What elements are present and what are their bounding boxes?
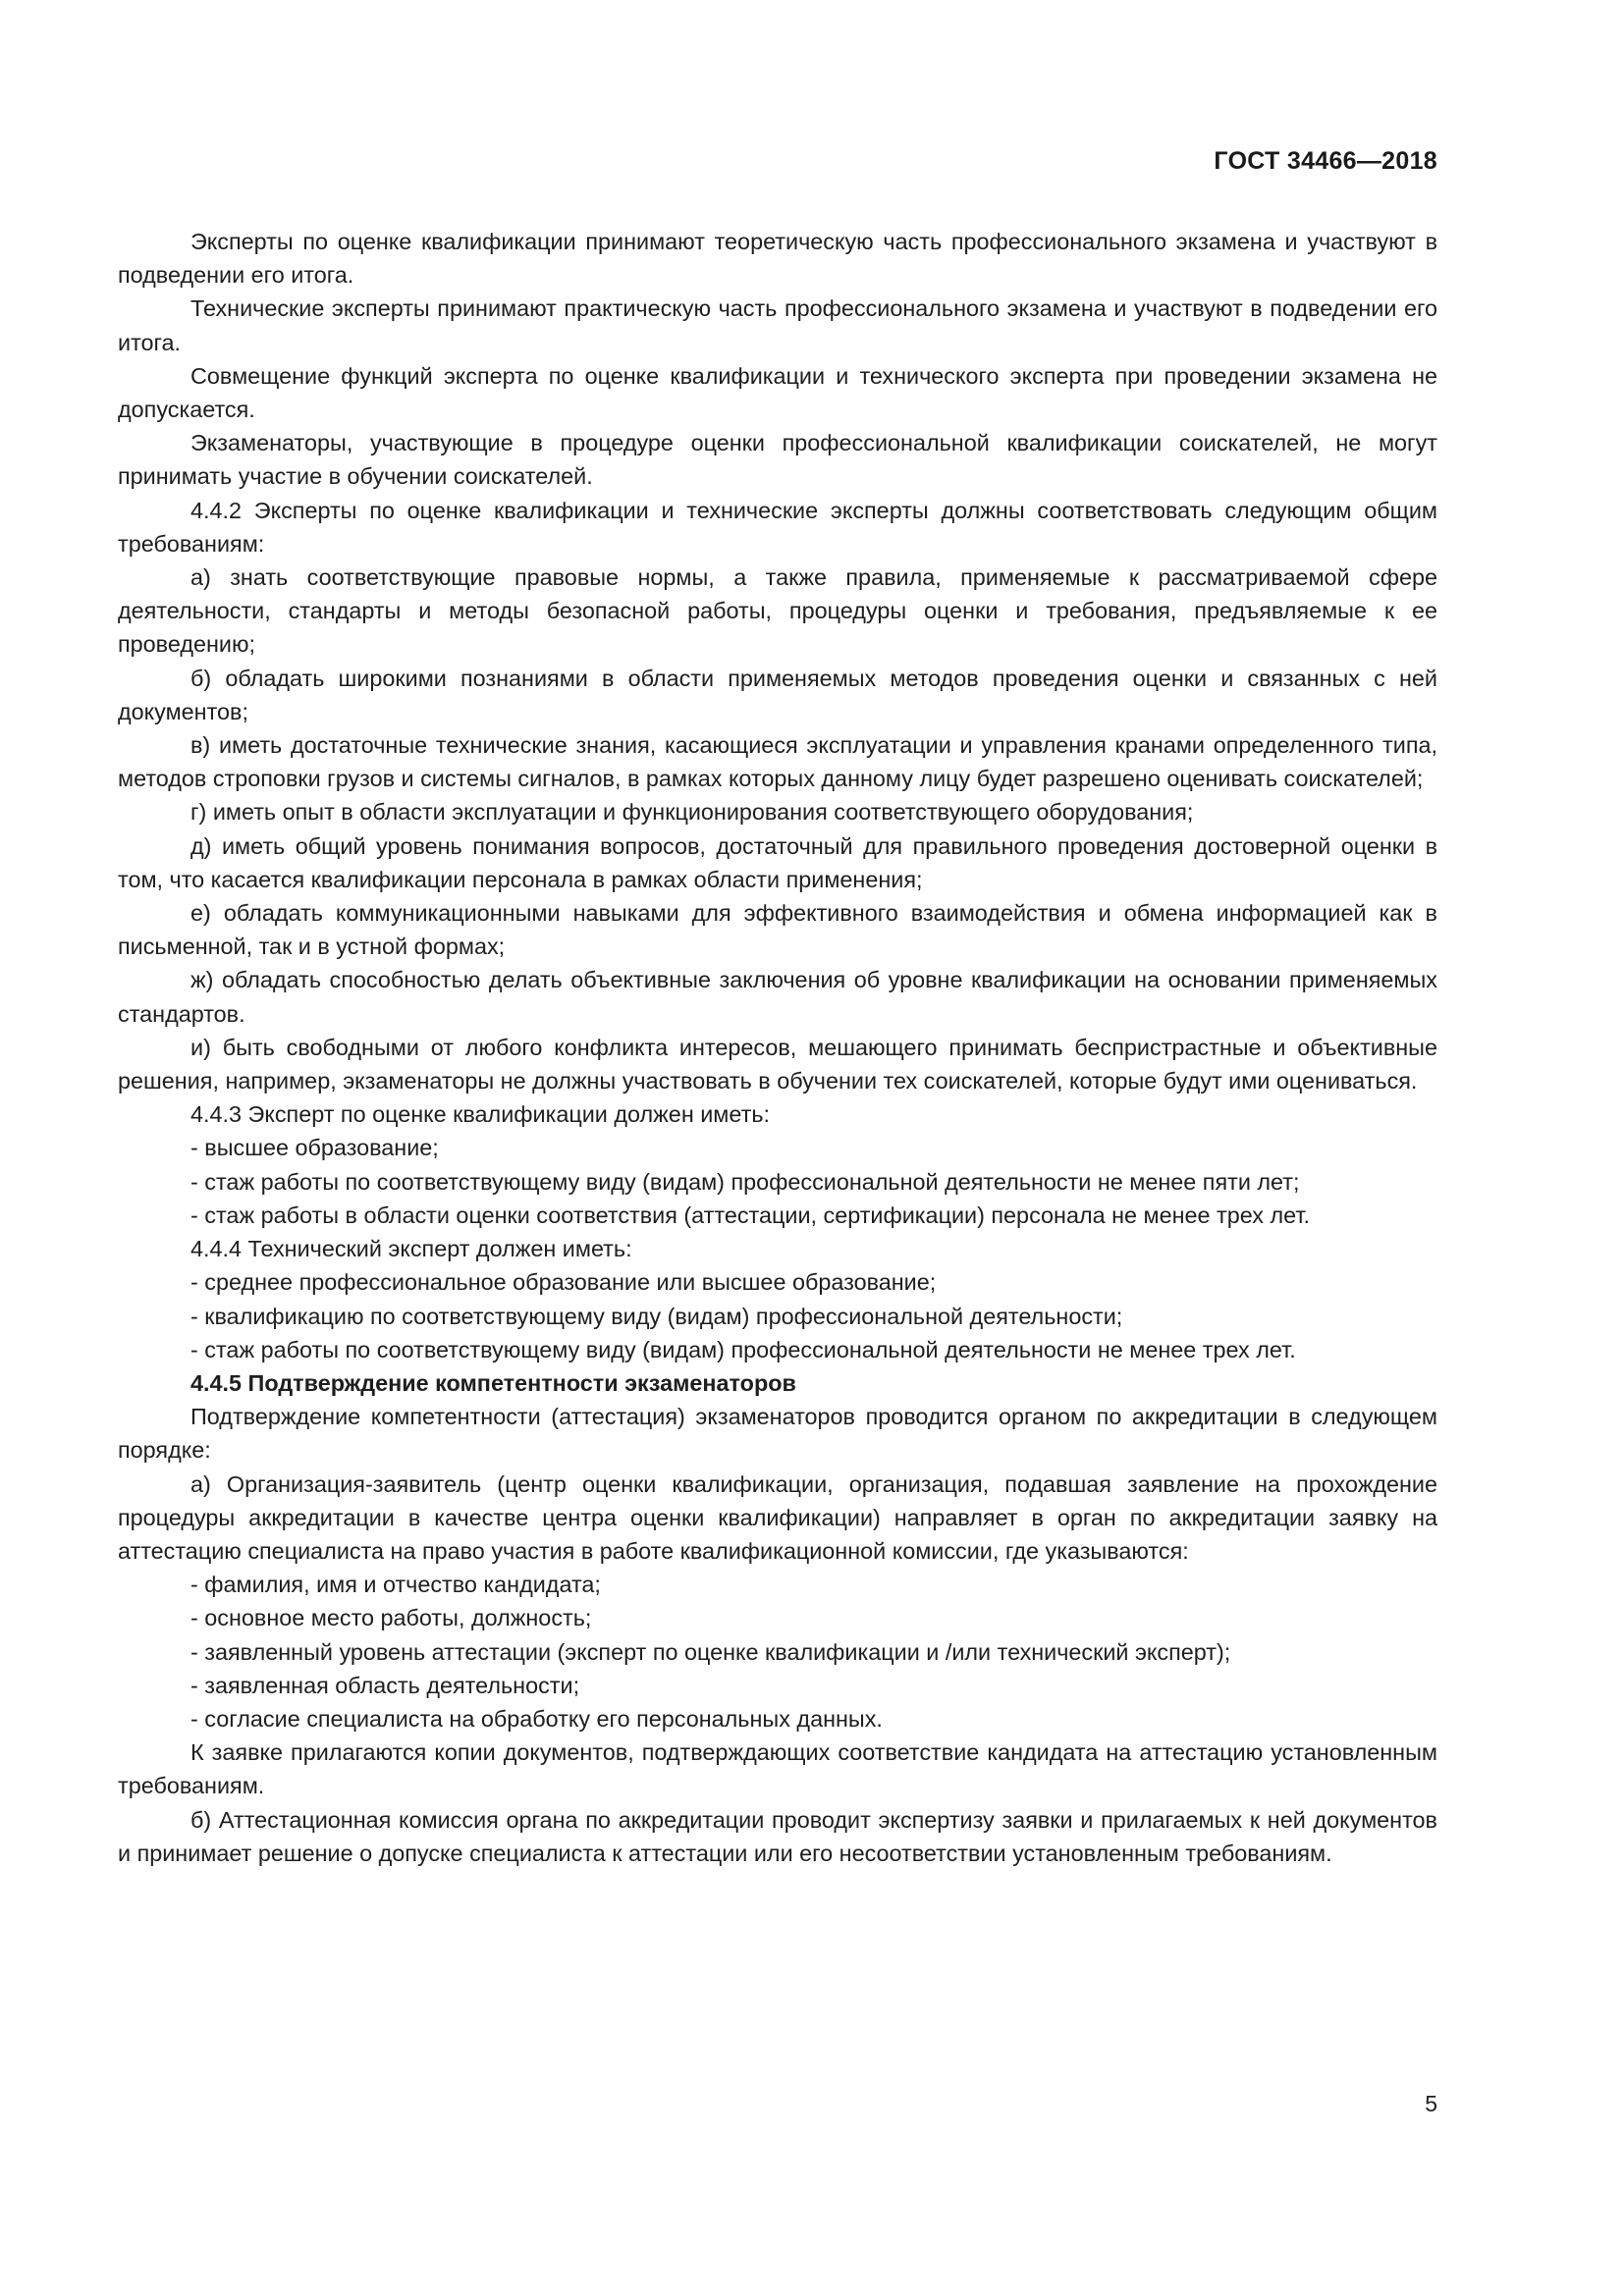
paragraph: - заявленная область деятельности; (190, 1672, 580, 1698)
paragraph: б) обладать широкими познаниями в области применяемых методов проведения оценки и связанных с ней документов; (118, 665, 1437, 724)
paragraph: - стаж работы по соответствующему виду (видам) профессиональной деятельности не менее пяти лет; (190, 1168, 1300, 1195)
paragraph: 4.4.3 Эксперт по оценке квалификации должен иметь: (190, 1101, 771, 1128)
document-body (118, 225, 1437, 1870)
paragraph: 4.4.2 Эксперты по оценке квалификации и технические эксперты должны соответствовать следующим общим требованиям: (118, 497, 1437, 557)
paragraph: - заявленный уровень аттестации (эксперт по оценке квалификации и /или технический эксперт); (190, 1638, 1231, 1665)
paragraph: - стаж работы в области оценки соответствия (аттестации, сертификации) персонала не менее трех лет. (190, 1201, 1310, 1228)
page-number: 5 (1425, 2091, 1437, 2116)
document-code-header: ГОСТ 34466—2018 (1214, 147, 1437, 175)
paragraph: г) иметь опыт в области эксплуатации и функционирования соответствующего оборудования; (190, 799, 1194, 826)
paragraph: а) Организация-заявитель (центр оценки квалификации, организация, подавшая заявление на прохождение процедуры аккредитации в качестве центра оценки квалификации) направляет в орган по аккредитации заявку на аттестацию специалиста на право участия в работе квалификационной комиссии, где указываются: (118, 1470, 1437, 1564)
section-heading: 4.4.5 Подтверждение компетентности экзаменаторов (190, 1369, 796, 1396)
paragraph: - высшее образование; (190, 1135, 439, 1161)
paragraph: - основное место работы, должность; (190, 1605, 592, 1631)
paragraph: - согласие специалиста на обработку его персональных данных. (190, 1705, 883, 1732)
paragraph: д) иметь общий уровень понимания вопросов, достаточный для правильного проведения достоверной оценки в том, что касается квалификации персонала в рамках области применения; (118, 832, 1437, 892)
paragraph: Экзаменаторы, участвующие в процедуре оценки профессиональной квалификации соискателей, не могут принимать участие в обучении соискателей. (118, 430, 1437, 490)
paragraph: - среднее профессиональное образование или высшее образование; (190, 1269, 937, 1296)
paragraph: К заявке прилагаются копии документов, подтверждающих соответствие кандидата на аттестацию установленным требованиям. (118, 1739, 1437, 1799)
paragraph: и) быть свободными от любого конфликта интересов, мешающего принимать беспристрастные и объективные решения, например, экзаменаторы не должны участвовать в обучении тех соискателей, которые будут ими оцениваться. (118, 1034, 1437, 1095)
paragraph: 4.4.4 Технический эксперт должен иметь: (190, 1236, 632, 1262)
paragraph: - фамилия, имя и отчество кандидата; (190, 1572, 601, 1598)
paragraph: е) обладать коммуникационными навыками для эффективного взаимодействия и обмена информацией как в письменной, так и в устной формах; (118, 900, 1437, 960)
paragraph: Технические эксперты принимают практическую часть профессионального экзамена и участвуют в подведении его итога. (118, 295, 1437, 355)
paragraph: - стаж работы по соответствующему виду (видам) профессиональной деятельности не менее трех лет. (190, 1336, 1296, 1362)
paragraph: Совмещение функций эксперта по оценке квалификации и технического эксперта при проведении экзамена не допускается. (118, 362, 1437, 423)
paragraph: б) Аттестационная комиссия органа по аккредитации проводит экспертизу заявки и прилагаемых к ней документов и принимает решение о допуске специалиста к аттестации или его несоответствии установленным требованиям. (118, 1806, 1437, 1866)
paragraph: Подтверждение компетентности (аттестация) экзаменаторов проводится органом по аккредитации в следующем порядке: (118, 1404, 1437, 1464)
paragraph: в) иметь достаточные технические знания, касающиеся эксплуатации и управления кранами определенного типа, методов строповки грузов и системы сигналов, в рамках которых данному лицу будет разрешено оценивать соискателей; (118, 732, 1437, 792)
paragraph: а) знать соответствующие правовые нормы, а также правила, применяемые к рассматриваемой сфере деятельности, стандарты и методы безопасной работы, процедуры оценки и требования, предъявляемые к ее проведению; (118, 564, 1437, 658)
paragraph: ж) обладать способностью делать объективные заключения об уровне квалификации на основании применяемых стандартов. (118, 967, 1437, 1027)
paragraph: Эксперты по оценке квалификации принимают теоретическую часть профессионального экзамена и участвуют в подведении его итога. (118, 229, 1437, 289)
paragraph: - квалификацию по соответствующему виду (видам) профессиональной деятельности; (190, 1303, 1123, 1329)
